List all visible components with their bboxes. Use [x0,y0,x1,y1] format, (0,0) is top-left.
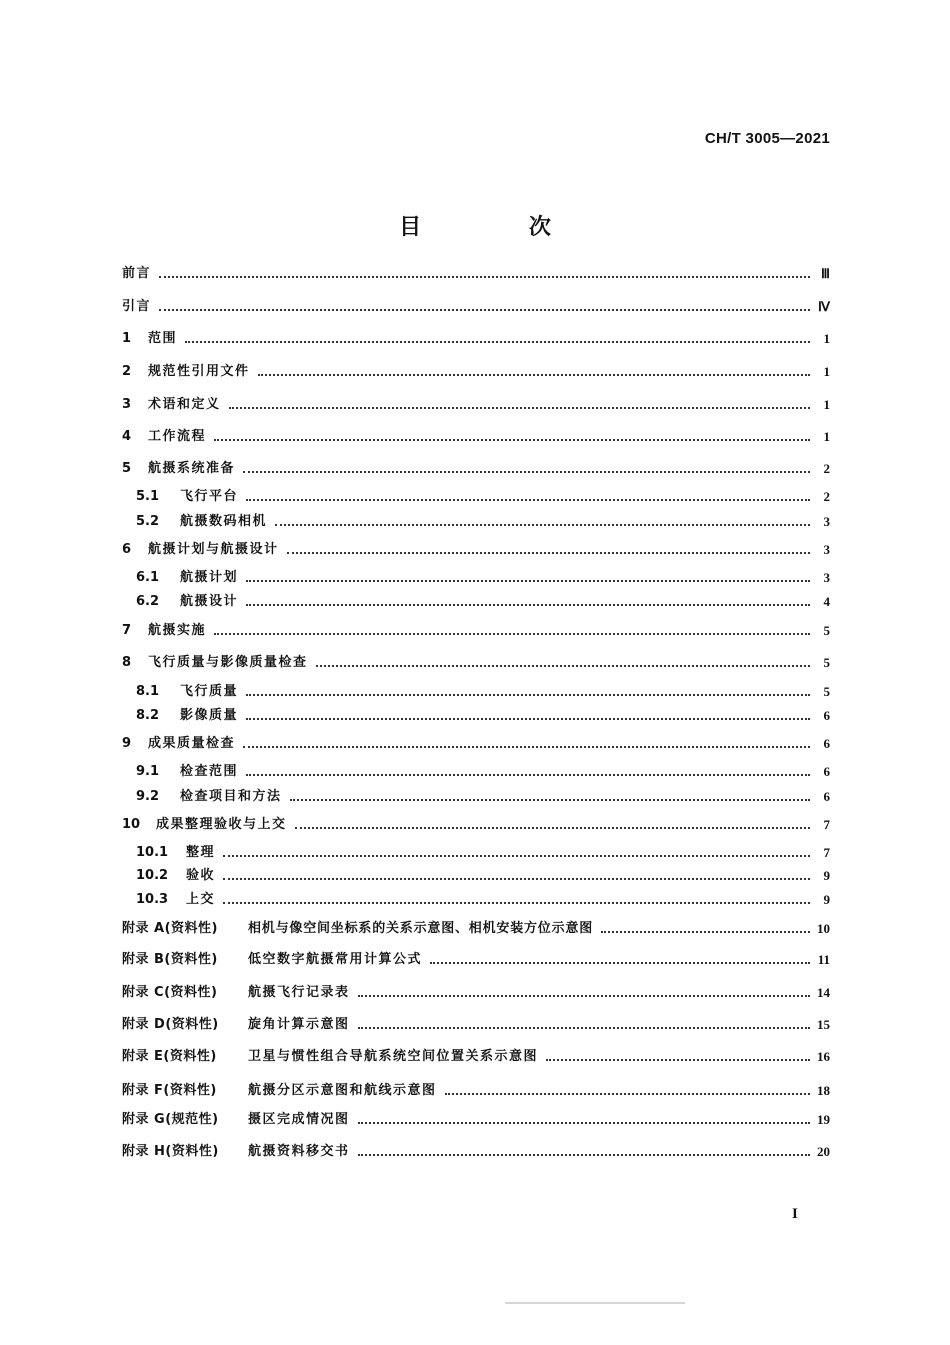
dot-leader [287,552,810,554]
toc-entry-page: 11 [817,952,830,967]
toc-entry-6-2[interactable] [122,590,830,610]
dot-leader [601,931,810,933]
toc-appendix-label: 附录 C(资料性) [122,985,218,1000]
toc-entry-3[interactable] [122,393,830,413]
toc-entry-5-2[interactable] [122,510,830,530]
toc-entry-title: 范围 [148,331,178,346]
dot-leader [159,309,810,311]
dot-leader [246,499,810,501]
toc-appendix-title: 航摄资料移交书 [248,1144,350,1159]
dot-leader [290,799,810,801]
toc-entry-page: 10 [817,921,830,936]
toc-entry-9[interactable] [122,732,830,752]
toc-entry-page: 4 [823,594,830,609]
toc-appendix-title: 低空数字航摄常用计算公式 [248,952,423,967]
toc-entry-number: 10 [122,817,141,832]
toc-appendix-d[interactable] [122,1013,830,1033]
dot-leader [546,1059,810,1061]
toc-entry-5-1[interactable] [122,485,830,505]
toc-entry-title: 航摄实施 [148,623,207,638]
toc-appendix-g[interactable] [122,1108,830,1128]
toc-entry-10-3[interactable] [122,888,830,908]
toc-entry-number: 6 [122,542,132,557]
toc-entry-foreword[interactable] [122,262,830,282]
toc-entry-page: 15 [817,1017,830,1032]
toc-entry-page: 1 [823,364,830,379]
dot-leader [358,995,810,997]
toc-entry-8[interactable] [122,651,830,671]
toc-entry-number: 7 [122,623,132,638]
toc-entry-number: 10.1 [136,845,169,860]
toc-entry-number: 8.1 [136,684,160,699]
dot-leader [243,471,810,473]
toc-entry-page: 19 [817,1112,830,1127]
toc-entry-page: 16 [817,1049,830,1064]
toc-entry-6-1[interactable] [122,566,830,586]
toc-entry-introduction[interactable] [122,295,830,315]
toc-entry-4[interactable] [122,425,830,445]
dot-leader [445,1093,810,1095]
toc-appendix-label: 附录 E(资料性) [122,1049,217,1064]
toc-entry-title: 引言 [122,299,152,314]
toc-entry-page: 5 [823,655,830,670]
dot-leader [214,439,810,441]
toc-entry-number: 9.1 [136,764,160,779]
toc-entry-page: 6 [823,789,830,804]
toc-entry-title: 航摄计划与航摄设计 [148,542,279,557]
toc-entry-9-1[interactable] [122,760,830,780]
dot-leader [246,694,810,696]
toc-entry-title: 成果整理验收与上交 [156,817,287,832]
toc-entry-10[interactable] [122,813,830,833]
dot-leader [246,604,810,606]
toc-entry-title: 规范性引用文件 [148,364,250,379]
toc-entry-number: 1 [122,331,132,346]
toc-entry-number: 3 [122,397,132,412]
dot-leader [229,407,810,409]
toc-appendix-b[interactable] [122,948,830,968]
toc-entry-title: 整理 [186,845,216,860]
toc-entry-title: 前言 [122,266,152,281]
toc-entry-page: 5 [823,684,830,699]
toc-appendix-title: 相机与像空间坐标系的关系示意图、相机安装方位示意图 [248,921,594,936]
scan-artifact-line [505,1302,685,1304]
toc-appendix-title: 旋角计算示意图 [248,1017,350,1032]
toc-entry-number: 5 [122,461,132,476]
toc-entry-page: 1 [823,397,830,412]
toc-appendix-h[interactable] [122,1140,830,1160]
toc-entry-page: Ⅲ [821,266,830,281]
toc-appendix-title: 摄区完成情况图 [248,1112,350,1127]
toc-entry-page: 7 [823,817,830,832]
toc-entry-number: 9.2 [136,789,160,804]
toc-entry-page: 6 [823,708,830,723]
toc-entry-6[interactable] [122,538,830,558]
toc-appendix-label: 附录 A(资料性) [122,921,218,936]
standard-code: CH/T 3005—2021 [704,130,830,147]
toc-entry-title: 术语和定义 [148,397,221,412]
toc-entry-page: 6 [823,764,830,779]
dot-leader [159,276,810,278]
toc-entry-title: 上交 [186,892,216,907]
page-number: I [792,1206,798,1222]
toc-entry-title: 飞行质量与影像质量检查 [148,655,308,670]
toc-entry-10-2[interactable] [122,864,830,884]
toc-entry-title: 检查项目和方法 [180,789,282,804]
dot-leader [246,718,810,720]
dot-leader [258,374,810,376]
toc-entry-number: 6.1 [136,570,160,585]
dot-leader [295,827,810,829]
toc-entry-page: 9 [823,868,830,883]
toc-entry-title: 验收 [186,868,216,883]
toc-entry-page: 1 [823,429,830,444]
dot-leader [223,878,810,880]
toc-entry-page: 6 [823,736,830,751]
dot-leader [358,1027,810,1029]
toc-entry-page: Ⅳ [818,299,830,314]
toc-entry-number: 10.2 [136,868,169,883]
dot-leader [358,1154,810,1156]
toc-entry-number: 9 [122,736,132,751]
toc-entry-number: 10.3 [136,892,169,907]
toc-entry-title: 工作流程 [148,429,207,444]
dot-leader [214,633,810,635]
toc-appendix-a[interactable] [122,917,830,937]
toc-entry-title: 航摄计划 [180,570,239,585]
dot-leader [243,746,810,748]
toc-entry-9-2[interactable] [122,785,830,805]
dot-leader [246,774,810,776]
toc-entry-number: 4 [122,429,132,444]
toc-entry-number: 2 [122,364,132,379]
toc-entry-title: 航摄系统准备 [148,461,236,476]
toc-entry-page: 18 [817,1083,830,1098]
toc-entry-page: 2 [823,489,830,504]
dot-leader [316,665,810,667]
dot-leader [358,1122,810,1124]
toc-appendix-title: 卫星与惯性组合导航系统空间位置关系示意图 [248,1049,539,1064]
toc-entry-number: 5.2 [136,514,160,529]
dot-leader [223,855,810,857]
toc-entry-page: 3 [823,514,830,529]
toc-appendix-title: 航摄分区示意图和航线示意图 [248,1083,437,1098]
toc-entry-number: 8 [122,655,132,670]
toc-entry-number: 8.2 [136,708,160,723]
toc-entry-title: 飞行平台 [180,489,239,504]
toc-appendix-label: 附录 F(资料性) [122,1083,217,1098]
toc-entry-page: 3 [823,570,830,585]
toc-entry-page: 14 [817,985,830,1000]
toc-appendix-title: 航摄飞行记录表 [248,985,350,1000]
toc-entry-8-1[interactable] [122,680,830,700]
toc-appendix-c[interactable] [122,981,830,1001]
toc-entry-title: 飞行质量 [180,684,239,699]
toc-entry-7[interactable] [122,619,830,639]
toc-appendix-f[interactable] [122,1079,830,1099]
toc-entry-1[interactable] [122,327,830,347]
toc-appendix-e[interactable] [122,1045,830,1065]
toc-entry-8-2[interactable] [122,704,830,724]
toc-entry-number: 5.1 [136,489,160,504]
dot-leader [430,962,810,964]
dot-leader [275,524,810,526]
toc-appendix-label: 附录 G(规范性) [122,1112,219,1127]
toc-entry-page: 9 [823,892,830,907]
toc-entry-title: 航摄设计 [180,594,239,609]
toc-title: 目 次 [399,215,601,240]
dot-leader [185,341,810,343]
toc-entry-page: 1 [823,331,830,346]
toc-entry-page: 5 [823,623,830,638]
toc-appendix-label: 附录 B(资料性) [122,952,218,967]
toc-entry-page: 7 [823,845,830,860]
table-of-contents [122,0,830,1345]
toc-entry-title: 影像质量 [180,708,239,723]
toc-entry-number: 6.2 [136,594,160,609]
toc-appendix-label: 附录 D(资料性) [122,1017,219,1032]
toc-entry-page: 20 [817,1144,830,1159]
dot-leader [223,902,810,904]
toc-appendix-label: 附录 H(资料性) [122,1144,219,1159]
toc-entry-2[interactable] [122,360,830,380]
toc-entry-title: 成果质量检查 [148,736,236,751]
toc-entry-title: 检查范围 [180,764,239,779]
dot-leader [246,580,810,582]
toc-entry-5[interactable] [122,457,830,477]
toc-entry-page: 3 [823,542,830,557]
toc-entry-title: 航摄数码相机 [180,514,268,529]
toc-entry-10-1[interactable] [122,841,830,861]
toc-entry-page: 2 [823,461,830,476]
